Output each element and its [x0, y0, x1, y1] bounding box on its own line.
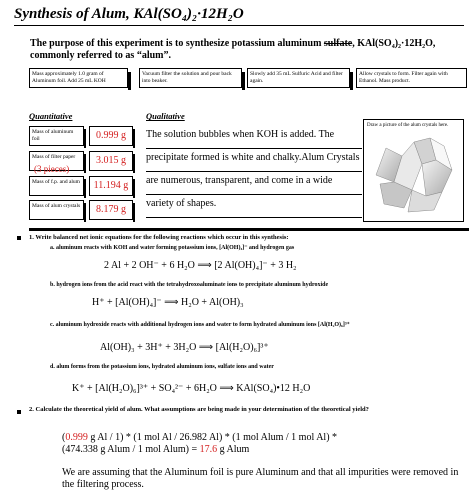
quant-label: Mass of aluminum foil — [29, 126, 84, 146]
calc-result-value: 17.6 — [199, 443, 218, 455]
quant-label: Mass of f.p. and alum — [29, 176, 84, 196]
qualitative-line: The solution bubbles when KOH is added. The — [146, 126, 362, 149]
question-1b-label: b. hydrogen ions from the acid react with the tetrahydroxoaluminate ions to precipitate aluminum hydroxide — [50, 282, 329, 288]
equation-1b: H⁺ + [Al(OH)₄]⁻ ⟹ H₂O + Al(OH)₃ — [92, 297, 244, 308]
quant-value: 8.179 g — [89, 200, 133, 220]
purpose-statement — [30, 38, 465, 62]
quant-row-aluminum-foil — [29, 126, 133, 148]
alum-crystals-image — [364, 120, 463, 221]
procedure-step-3: Slowly add 35 mL Sulfuric Acid and filter again. — [247, 68, 350, 88]
theoretical-yield-calculation — [62, 432, 457, 455]
equation-1c: Al(OH)₃ + 3H⁺ + 3H₂O ⟹ [Al(H₂O)₆]³⁺ — [100, 342, 269, 353]
question-1c-label: c. aluminum hydroxide reacts with additional hydrogen ions and water to form hydrated aluminum ions [Al(H₂O)₆]³⁺ — [50, 322, 350, 328]
quant-row-fp-and-alum — [29, 176, 133, 198]
qualitative-line: variety of shapes. — [146, 195, 362, 218]
question-2: 2. Calculate the theoretical yield of alum. What assumptions are being made in your determination of the theoretical yield? — [29, 406, 369, 413]
procedure-steps — [29, 68, 469, 90]
filter-paper-note: (3 pieces) — [34, 164, 70, 174]
calc-input-value: 0.999 — [65, 432, 88, 443]
page-title: Synthesis of Alum, KAl(SO₄)₂·12H₂O — [14, 6, 464, 26]
quant-row-alum-crystals — [29, 200, 133, 222]
procedure-step-4: Allow crystals to form. Filter again with Ethanol. Mass product. — [356, 68, 467, 88]
qualitative-line: are numerous, transparent, and come in a wide — [146, 172, 362, 195]
purpose-struck-word: sulfate — [323, 38, 353, 49]
procedure-step-2: Vacuum filter the solution and pour back into beaker. — [139, 68, 242, 88]
quantitative-heading: Quantitative — [29, 111, 73, 121]
quant-value: 11.194 g — [89, 176, 133, 196]
section-divider — [29, 228, 469, 231]
calc-line-2-post: g Alum — [217, 443, 250, 455]
calc-line-2-pre: (474.338 g Alum / 1 mol Alum) = — [62, 443, 200, 455]
quant-value: 3.015 g — [89, 151, 133, 171]
quant-label: Mass of filter paper — [29, 151, 84, 171]
bullet-marker — [17, 410, 21, 414]
qualitative-observations — [146, 126, 362, 218]
photo-label: Draw a picture of the alum crystals here. — [367, 123, 449, 128]
quant-value: 0.999 g — [89, 126, 133, 146]
question-1d-label: d. alum forms from the potassium ions, hydrated aluminum ions, sulfate ions and water — [50, 364, 274, 370]
calc-line-2 — [62, 444, 457, 456]
equation-1d: K⁺ + [Al(H₂O)₆]³⁺ + SO₄²⁻ + 6H₂O ⟹ KAl(SO₄)•12 H₂O — [72, 383, 311, 394]
calc-line-1: (0.999 g Al / 1) * (1 mol Al / 26.982 Al) * (1 mol Alum / 1 mol Al) * — [62, 432, 338, 443]
assumption-statement: We are assuming that the Aluminum foil is pure Aluminum and that all impurities were removed in the filtering process. — [62, 467, 459, 490]
qualitative-heading: Qualitative — [146, 111, 185, 121]
qualitative-line: precipitate formed is white and chalky.Alum Crystals — [146, 149, 362, 172]
purpose-text-pre: The purpose of this experiment is to synthesize potassium aluminum — [30, 38, 324, 49]
equation-1a: 2 Al + 2 OH⁻ + 6 H₂O ⟹ [2 Al(OH)₄]⁻ + 3 H₂ — [104, 260, 297, 271]
question-1a-label: a. aluminum reacts with KOH and water forming potassium ions, [Al(OH)₄]⁻ and hydrogen gas — [50, 245, 295, 251]
procedure-step-1: Mass approximately 1.0 gram of Aluminum foil. Add 25 mL KOH — [29, 68, 128, 88]
bullet-marker — [17, 236, 21, 240]
crystal-photo-box — [363, 119, 464, 222]
calc-line-1-rest: g Al / 1) * (1 mol Al / 26.982 Al) * (1 mol Alum / 1 mol Al) * — [87, 432, 338, 443]
quant-label: Mass of alum crystals — [29, 200, 84, 220]
question-1: 1. Write balanced net ionic equations for the following reactions which occur in this synthesis: — [29, 234, 289, 241]
purpose-text-post: , KAl(SO₄)₂·12H₂O, commonly referred to as “alum”. — [30, 38, 436, 61]
